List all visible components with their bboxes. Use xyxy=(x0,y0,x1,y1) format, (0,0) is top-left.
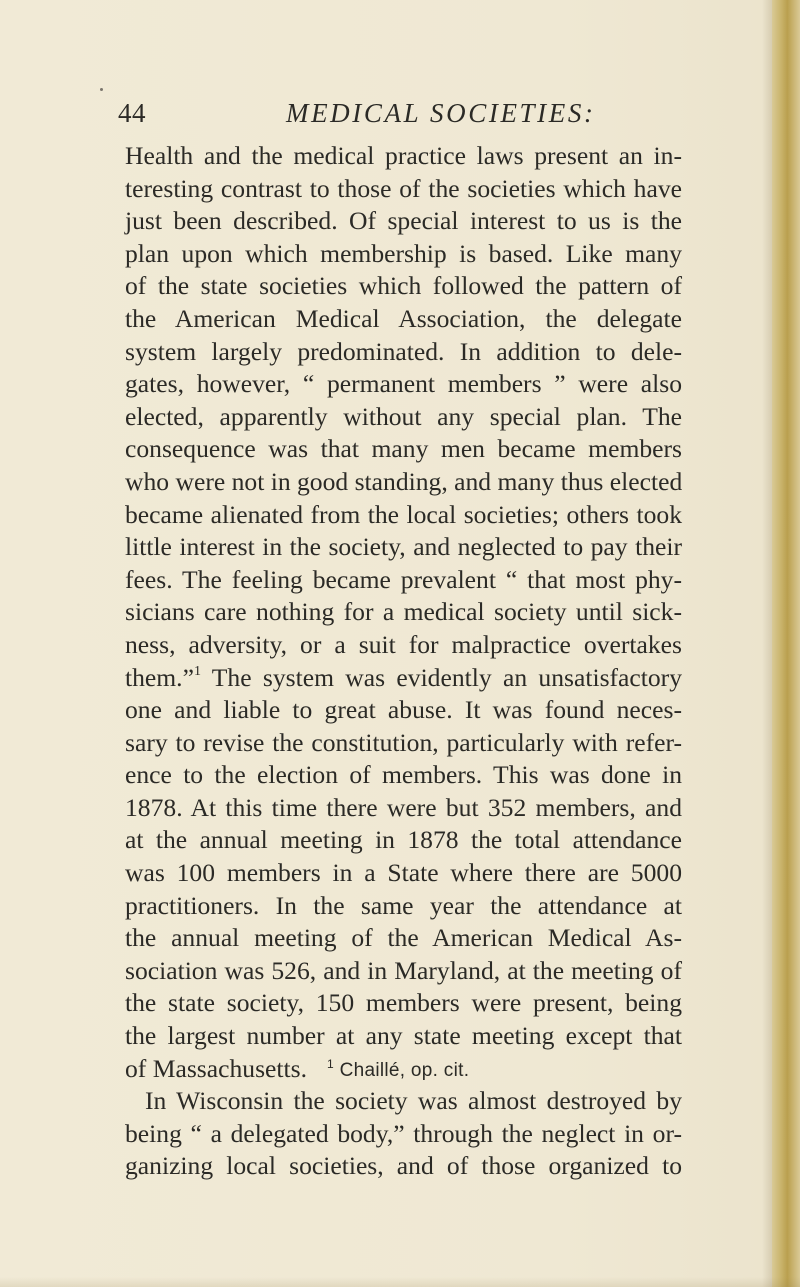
text-line: just been described. Of special interest to us is the xyxy=(125,206,682,236)
text-line: sary to revise the constitution, particularly with refer- xyxy=(125,727,682,757)
text-line: system largely predominated. In addition to dele- xyxy=(125,336,682,366)
text-segment: them.” xyxy=(125,662,194,692)
text-line: sicians care nothing for a medical society until sick- xyxy=(125,597,682,627)
text-line: fees. The feeling became prevalent “ that most phy- xyxy=(125,564,682,594)
text-segment: The system was evidently an unsatisfactory xyxy=(211,662,682,692)
text-line: little interest in the society, and neglected to pay their xyxy=(125,532,682,562)
text-line: consequence was that many men became members xyxy=(125,434,682,464)
text-line: In Wisconsin the society was almost destroyed by xyxy=(145,1086,682,1116)
text-line: elected, apparently without any special plan. The xyxy=(125,401,682,431)
text-line: the largest number at any state meeting except that xyxy=(125,1021,682,1051)
ink-speck xyxy=(100,88,103,91)
text-line: who were not in good standing, and many thus elected xyxy=(125,466,683,496)
running-head xyxy=(118,98,678,134)
body-text xyxy=(125,140,682,1183)
text-line: Health and the medical practice laws present an in- xyxy=(125,141,682,170)
text-line: ence to the election of members. This was done in xyxy=(125,760,682,790)
text-line: 1878. At this time there were but 352 members, and xyxy=(125,792,682,822)
text-line: plan upon which membership is based. Like many xyxy=(125,238,682,268)
footnote-reference[interactable]: 1 xyxy=(193,663,201,679)
text-line: the annual meeting of the American Medical As- xyxy=(125,923,682,953)
text-line: sociation was 526, and in Maryland, at the meeting of xyxy=(125,955,682,985)
footnote xyxy=(327,1057,470,1082)
footnote-text: Chaillé, op. cit. xyxy=(339,1060,470,1081)
page-edge-shadow xyxy=(762,0,772,1287)
text-line: the American Medical Association, the delegate xyxy=(125,303,682,333)
text-line: one and liable to great abuse. It was found neces- xyxy=(125,695,682,725)
text-line: practitioners. In the same year the attendance at xyxy=(125,890,682,920)
page-bottom-shadow xyxy=(0,1277,800,1287)
text-line: became alienated from the local societies; others took xyxy=(125,499,682,529)
page-title: MEDICAL SOCIETIES: xyxy=(286,98,596,128)
text-line: teresting contrast to those of the societies which have xyxy=(125,173,682,203)
text-line: of Massachusetts. xyxy=(125,1053,307,1083)
text-line: ganizing local societies, and of those organized to xyxy=(125,1151,682,1181)
page-number: 44 xyxy=(118,98,146,128)
page-edge xyxy=(772,0,800,1287)
text-line: of the state societies which followed the pattern of xyxy=(125,271,682,301)
text-line-with-footnote xyxy=(125,662,682,695)
text-line: ness, adversity, or a suit for malpractice overtakes xyxy=(125,629,682,659)
footnote-marker: 1 xyxy=(327,1057,334,1071)
text-line: gates, however, “ permanent members ” were also xyxy=(125,369,682,399)
text-line: at the annual meeting in 1878 the total attendance xyxy=(125,825,682,855)
text-line: the state society, 150 members were present, being xyxy=(125,988,682,1018)
text-line: being “ a delegated body,” through the neglect in or- xyxy=(125,1118,682,1148)
text-line: was 100 members in a State where there are 5000 xyxy=(125,858,682,888)
